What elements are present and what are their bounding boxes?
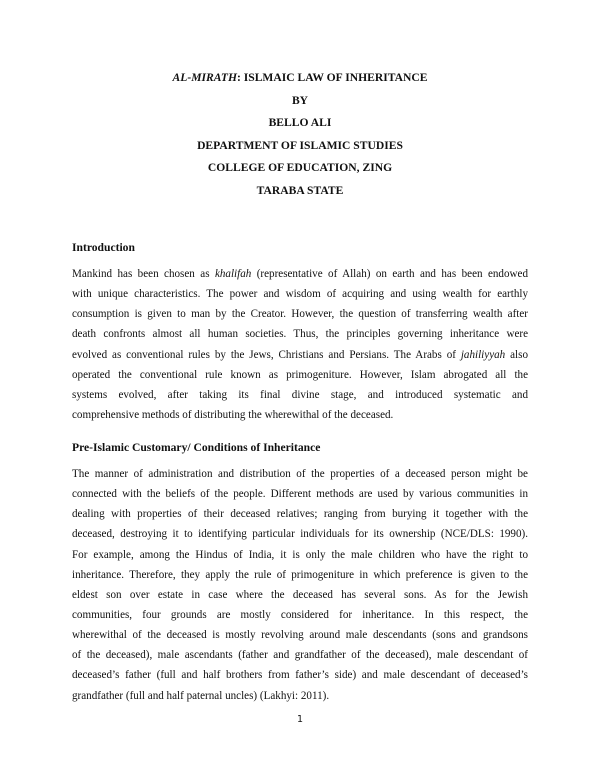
- paper-title-prefix: AL-MIRATH: [172, 71, 237, 84]
- paragraph-line: Mankind has been chosen as khalifah (representative of Allah) on earth and has been endowed: [72, 268, 528, 280]
- author-name: BELLO ALI: [268, 116, 332, 130]
- paragraph-line: For example, among the Hindus of India, it is only the male children who have the right to: [72, 548, 528, 561]
- college-name: COLLEGE OF EDUCATION, ZING: [207, 161, 393, 175]
- paragraph-line: of the deceased), male ascendants (father and grandfather of the deceased), male descendant of: [72, 649, 528, 662]
- paragraph-line: connected with the beliefs of the people. Different methods are used by various communities in: [72, 488, 528, 501]
- paragraph-line: with unique characteristics. The power and wisdom of acquiring and using wealth for earthly: [72, 288, 528, 301]
- paragraph-line: inheritance. Therefore, they apply the rule of primogeniture in which preference is given to the: [72, 568, 528, 581]
- page-number: 1: [296, 714, 304, 725]
- paragraph-line: eldest son over estate in case where the deceased has several sons. As for the Jewish: [72, 588, 528, 601]
- paragraph-line: deceased’s father (full and half brothers from father’s side) and male descendant of deceased’s: [72, 669, 528, 682]
- introduction-heading: Introduction: [72, 241, 135, 254]
- paragraph-line: comprehensive methods of distributing the wherewithal of the deceased.: [72, 408, 394, 421]
- pre-islamic-heading: Pre-Islamic Customary/ Conditions of Inheritance: [72, 441, 321, 454]
- by-line: BY: [291, 93, 309, 107]
- paragraph-line: wherewithal of the deceased is mostly revolving around male descendants (sons and grandsons: [72, 629, 528, 642]
- title-block: [0, 67, 600, 203]
- paragraph-line: communities, four grounds are mostly considered for inheritance. In this respect, the: [72, 608, 528, 621]
- paragraph-line: The manner of administration and distribution of the properties of a deceased person might be: [72, 468, 528, 480]
- department-name: DEPARTMENT OF ISLAMIC STUDIES: [197, 138, 403, 152]
- paragraph-line: deceased, destroying it to identifying particular individuals for its ownership (NCE/DLS: 1990).: [72, 528, 528, 541]
- paragraph-line: grandfather (full and half paternal uncles) (Lakhyi: 2011).: [72, 689, 330, 702]
- paragraph-line: operated the conventional rule known as primogeniture. However, Islam abrogated all the: [72, 368, 528, 381]
- introduction-paragraph: [72, 264, 528, 425]
- paragraph-line: dealing with properties of their deceased relatives; ranging from burying it together with the: [72, 508, 528, 521]
- paragraph-line: systems evolved, after taking its final divine stage, and introduced systematic and: [72, 388, 528, 401]
- paragraph-line: consumption is given to man by the Creator. However, the question of transferring wealth after: [72, 308, 528, 321]
- paragraph-line: death confronts almost all human societies. Thus, the principles governing inheritance were: [72, 328, 528, 341]
- pre-islamic-paragraph: [72, 464, 528, 706]
- state-name: TARABA STATE: [256, 183, 344, 197]
- paper-title-rest: : ISLMAIC LAW OF INHERITANCE: [236, 71, 428, 84]
- paragraph-line: evolved as conventional rules by the Jews, Christians and Persians. The Arabs of jahiliyyah also: [72, 348, 528, 361]
- paper-title: [0, 67, 600, 90]
